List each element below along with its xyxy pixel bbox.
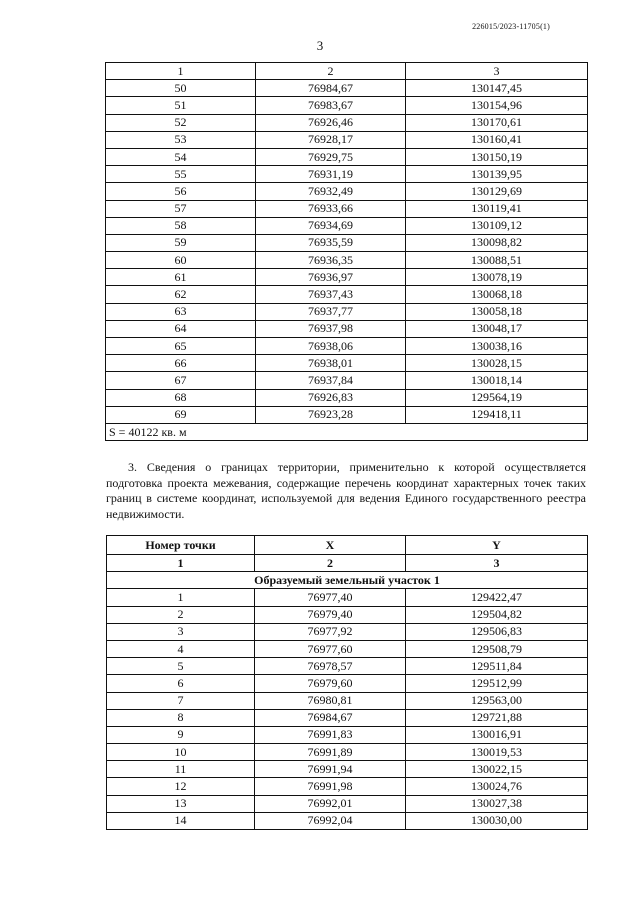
table-row	[106, 114, 588, 131]
column-number-row	[107, 555, 588, 572]
y-coordinate: 129563,00	[406, 692, 588, 709]
x-coordinate: 76979,40	[255, 606, 406, 623]
y-coordinate: 129564,19	[406, 389, 588, 406]
y-coordinate: 130016,91	[406, 726, 588, 743]
table-row	[107, 761, 588, 778]
point-number: 3	[107, 623, 255, 640]
y-coordinate: 130109,12	[406, 217, 588, 234]
point-number: 53	[106, 131, 256, 148]
x-coordinate: 76934,69	[256, 217, 406, 234]
point-number: 55	[106, 166, 256, 183]
table-row	[107, 709, 588, 726]
x-coordinate: 76979,60	[255, 675, 406, 692]
point-number: 11	[107, 761, 255, 778]
y-coordinate: 129508,79	[406, 640, 588, 657]
coordinates-table-continued	[105, 62, 588, 441]
y-coordinate: 130019,53	[406, 744, 588, 761]
y-coordinate: 130078,19	[406, 269, 588, 286]
table-row	[107, 658, 588, 675]
column-number: 2	[256, 63, 406, 80]
column-number: 1	[107, 555, 255, 572]
x-coordinate: 76991,98	[255, 778, 406, 795]
y-coordinate: 129512,99	[406, 675, 588, 692]
y-coordinate: 129511,84	[406, 658, 588, 675]
point-number: 54	[106, 148, 256, 165]
point-number: 4	[107, 640, 255, 657]
table-row	[106, 97, 588, 114]
table-row	[106, 338, 588, 355]
table-row	[106, 355, 588, 372]
point-number: 62	[106, 286, 256, 303]
point-number: 63	[106, 303, 256, 320]
y-coordinate: 130154,96	[406, 97, 588, 114]
x-coordinate: 76977,92	[255, 623, 406, 640]
point-number: 67	[106, 372, 256, 389]
header-y: Y	[406, 536, 588, 555]
x-coordinate: 76980,81	[255, 692, 406, 709]
area-value: S = 40122 кв. м	[106, 423, 588, 440]
column-number: 1	[106, 63, 256, 80]
point-number: 51	[106, 97, 256, 114]
x-coordinate: 76937,98	[256, 320, 406, 337]
boundary-coordinates-table	[106, 535, 588, 830]
table-row	[107, 726, 588, 743]
y-coordinate: 130058,18	[406, 303, 588, 320]
x-coordinate: 76977,60	[255, 640, 406, 657]
table-row	[107, 606, 588, 623]
table-row	[106, 217, 588, 234]
x-coordinate: 76931,19	[256, 166, 406, 183]
y-coordinate: 130028,15	[406, 355, 588, 372]
table-row	[106, 303, 588, 320]
point-number: 65	[106, 338, 256, 355]
page-number: 3	[316, 38, 324, 53]
paragraph-text: 3. Сведения о границах территории, применительно к которой осуществляется подготовка проекта межевания, содержащие перечень координат характерных точек таких границ в системе координат, используемой для ведения Единого государственного реестра недвижимости.	[106, 460, 586, 521]
x-coordinate: 76935,59	[256, 234, 406, 251]
column-number: 3	[406, 555, 588, 572]
table-row	[106, 234, 588, 251]
y-coordinate: 130170,61	[406, 114, 588, 131]
x-coordinate: 76978,57	[255, 658, 406, 675]
table-row	[107, 812, 588, 829]
table-row	[107, 623, 588, 640]
point-number: 6	[107, 675, 255, 692]
column-number-row	[106, 63, 588, 80]
y-coordinate: 130030,00	[406, 812, 588, 829]
table-row	[107, 589, 588, 606]
x-coordinate: 76936,97	[256, 269, 406, 286]
table-row	[106, 131, 588, 148]
y-coordinate: 129418,11	[406, 406, 588, 423]
y-coordinate: 130150,19	[406, 148, 588, 165]
table-row	[106, 80, 588, 97]
point-number: 1	[107, 589, 255, 606]
section-row	[107, 572, 588, 589]
column-number: 3	[406, 63, 588, 80]
point-number: 5	[107, 658, 255, 675]
x-coordinate: 76991,89	[255, 744, 406, 761]
y-coordinate: 130160,41	[406, 131, 588, 148]
x-coordinate: 76984,67	[256, 80, 406, 97]
x-coordinate: 76991,83	[255, 726, 406, 743]
document-id: 226015/2023-11705(1)	[472, 22, 550, 31]
y-coordinate: 130119,41	[406, 200, 588, 217]
y-coordinate: 130147,45	[406, 80, 588, 97]
y-coordinate: 130022,15	[406, 761, 588, 778]
x-coordinate: 76992,01	[255, 795, 406, 812]
point-number: 57	[106, 200, 256, 217]
table-row	[106, 389, 588, 406]
table-row	[107, 640, 588, 657]
table-row	[106, 252, 588, 269]
x-coordinate: 76936,35	[256, 252, 406, 269]
point-number: 50	[106, 80, 256, 97]
point-number: 68	[106, 389, 256, 406]
table-row	[107, 692, 588, 709]
point-number: 69	[106, 406, 256, 423]
table-row	[106, 200, 588, 217]
x-coordinate: 76926,83	[256, 389, 406, 406]
y-coordinate: 129506,83	[406, 623, 588, 640]
point-number: 56	[106, 183, 256, 200]
point-number: 12	[107, 778, 255, 795]
point-number: 10	[107, 744, 255, 761]
y-coordinate: 130139,95	[406, 166, 588, 183]
point-number: 58	[106, 217, 256, 234]
y-coordinate: 130098,82	[406, 234, 588, 251]
y-coordinate: 130068,18	[406, 286, 588, 303]
table-row	[107, 744, 588, 761]
x-coordinate: 76983,67	[256, 97, 406, 114]
x-coordinate: 76937,43	[256, 286, 406, 303]
table-row	[106, 286, 588, 303]
point-number: 13	[107, 795, 255, 812]
table-row	[107, 795, 588, 812]
x-coordinate: 76933,66	[256, 200, 406, 217]
point-number: 66	[106, 355, 256, 372]
table-row	[106, 320, 588, 337]
point-number: 61	[106, 269, 256, 286]
y-coordinate: 130038,16	[406, 338, 588, 355]
area-row	[106, 423, 588, 440]
table-row	[106, 372, 588, 389]
point-number: 2	[107, 606, 255, 623]
x-coordinate: 76929,75	[256, 148, 406, 165]
y-coordinate: 130048,17	[406, 320, 588, 337]
point-number: 14	[107, 812, 255, 829]
table-row	[106, 183, 588, 200]
x-coordinate: 76937,84	[256, 372, 406, 389]
point-number: 8	[107, 709, 255, 726]
x-coordinate: 76928,17	[256, 131, 406, 148]
table-row	[106, 406, 588, 423]
x-coordinate: 76923,28	[256, 406, 406, 423]
y-coordinate: 129422,47	[406, 589, 588, 606]
y-coordinate: 130129,69	[406, 183, 588, 200]
x-coordinate: 76926,46	[256, 114, 406, 131]
point-number: 59	[106, 234, 256, 251]
section-title: Образуемый земельный участок 1	[107, 572, 588, 589]
x-coordinate: 76992,04	[255, 812, 406, 829]
y-coordinate: 130018,14	[406, 372, 588, 389]
x-coordinate: 76937,77	[256, 303, 406, 320]
header-point-number: Номер точки	[107, 536, 255, 555]
y-coordinate: 130024,76	[406, 778, 588, 795]
point-number: 64	[106, 320, 256, 337]
x-coordinate: 76938,06	[256, 338, 406, 355]
point-number: 9	[107, 726, 255, 743]
y-coordinate: 129721,88	[406, 709, 588, 726]
table-row	[106, 269, 588, 286]
header-x: X	[255, 536, 406, 555]
table-row	[107, 675, 588, 692]
x-coordinate: 76932,49	[256, 183, 406, 200]
x-coordinate: 76977,40	[255, 589, 406, 606]
table-row	[106, 166, 588, 183]
section-3-paragraph	[106, 460, 586, 522]
table-row	[106, 148, 588, 165]
point-number: 7	[107, 692, 255, 709]
header-row	[107, 536, 588, 555]
point-number: 52	[106, 114, 256, 131]
x-coordinate: 76991,94	[255, 761, 406, 778]
column-number: 2	[255, 555, 406, 572]
x-coordinate: 76938,01	[256, 355, 406, 372]
y-coordinate: 130027,38	[406, 795, 588, 812]
point-number: 60	[106, 252, 256, 269]
x-coordinate: 76984,67	[255, 709, 406, 726]
table-row	[107, 778, 588, 795]
y-coordinate: 130088,51	[406, 252, 588, 269]
y-coordinate: 129504,82	[406, 606, 588, 623]
